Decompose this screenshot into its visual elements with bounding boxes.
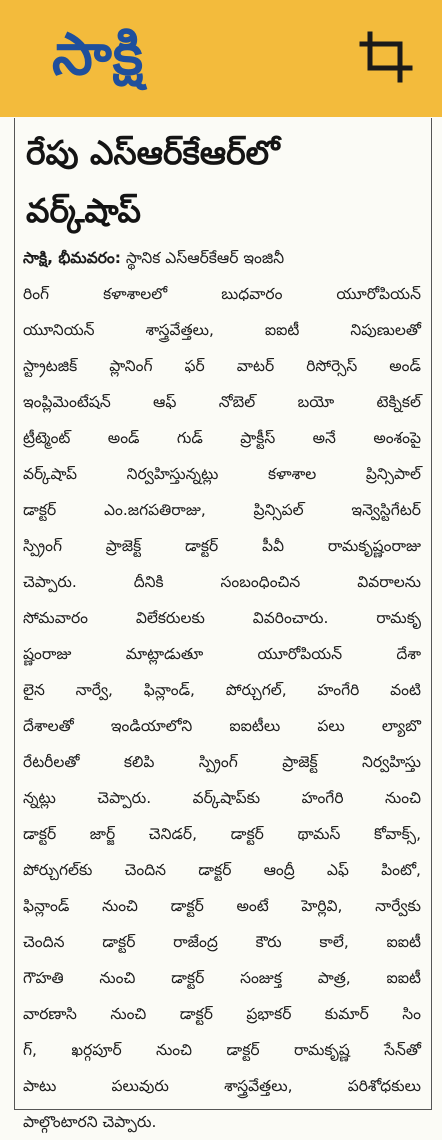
article-line: సోమవారం విలేకరులకు వివరించారు. రామకృ <box>23 609 421 627</box>
masthead <box>0 0 442 117</box>
article-line: ష్ణంరాజు మాట్లాడుతూ యూరోపియన్ దేశా <box>23 645 421 663</box>
article-line: డాక్టర్ జార్జ్ చెనిడర్, డాక్టర్ థామస్ కోవాక్స్, <box>23 825 421 843</box>
article-line: వారణాసి నుంచి డాక్టర్ ప్రభాకర్ కుమార్ సిం <box>23 1005 421 1023</box>
article-body <box>23 240 421 1140</box>
article-line: గ్, ఖర్గపూర్ నుంచి డాక్టర్ రామకృష్ణ సేన్‌తో <box>23 1041 421 1059</box>
article-line: రింగ్ కళాశాలలో బుధవారం యూరోపియన్ <box>23 285 421 303</box>
article-line: డాక్టర్ ఎం.జగపతిరాజు, ప్రిన్సిపల్ ఇన్వెస్టిగేటర్ <box>23 501 421 519</box>
article-line: లైన నార్వే, ఫిన్లాండ్, పోర్చుగల్, హంగేరి వంటి <box>23 681 421 699</box>
headline-line: వర్క్‌షాప్ <box>26 191 142 230</box>
article-line: ఇంప్లిమెంటేషన్ ఆఫ్ నోబెల్ బయో టెక్నికల్ <box>23 393 421 411</box>
article-line: స్ట్రాటజిక్ ప్లానింగ్ ఫర్ వాటర్ రిసోర్సెస్ అండ్ <box>23 357 421 375</box>
article-headline <box>26 124 416 240</box>
article-line: చెందిన డాక్టర్ రాజేంద్ర కౌరు కాలే, ఐఐటీ <box>23 933 421 951</box>
article-line: వర్క్‌షాప్ నిర్వహిస్తున్నట్లు కళాశాల ప్రిన్సిపాల్ <box>23 465 421 483</box>
headline-line: రేపు ఎస్ఆర్‌కేఆర్‌లో <box>26 133 280 172</box>
article-line: రేటరీలతో కలిపి స్ప్రింగ్ ప్రాజెక్ట్ నిర్వహిస్తు <box>23 753 421 771</box>
article-line: చెప్పారు. దీనికి సంబంధించిన వివరాలను <box>23 573 421 591</box>
crop-icon[interactable] <box>360 28 416 84</box>
article-line: పాటు పలువురు శాస్త్రవేత్తలు, పరిశోధకులు <box>23 1077 421 1095</box>
article-line: న్నట్లు చెప్పారు. వర్క్‌షాప్‌కు హంగేరి నుంచి <box>23 789 421 807</box>
article-dateline: సాక్షి, భీమవరం: <box>23 249 121 267</box>
article-line: స్ప్రింగ్ ప్రాజెక్ట్ డాక్టర్ పీవీ రామకృష్ణంరాజు <box>23 537 421 555</box>
article-line <box>23 240 421 276</box>
article-line: ట్రీట్మెంట్ అండ్ గుడ్ ప్రాక్టీస్ అనే అంశంపై <box>23 429 421 447</box>
article-line: పోర్చుగల్‌కు చెందిన డాక్టర్ ఆంద్రీ ఎఫ్ పింటో, <box>23 861 421 879</box>
article-line: ఫిన్లాండ్ నుంచి డాక్టర్ అంటే హెర్లివి, నార్వేకు <box>23 897 421 915</box>
article-line-text: స్థానిక ఎస్ఆర్‌కేఆర్ ఇంజినీ <box>120 249 285 267</box>
article-line: యూనియన్ శాస్త్రవేత్తలు, ఐఐటీ నిపుణులతో <box>23 321 421 339</box>
article-line: గౌహతి నుంచి డాక్టర్ సంజుక్త పాత్ర, ఐఐటీ <box>23 969 421 987</box>
sakshi-logo: సాక్షి <box>52 20 145 88</box>
article-line: దేశాలతో ఇండియాలోని ఐఐటీలు పలు ల్యాబొ <box>23 717 421 735</box>
article-line: పాల్గొంటారని చెప్పారు. <box>23 1113 157 1131</box>
